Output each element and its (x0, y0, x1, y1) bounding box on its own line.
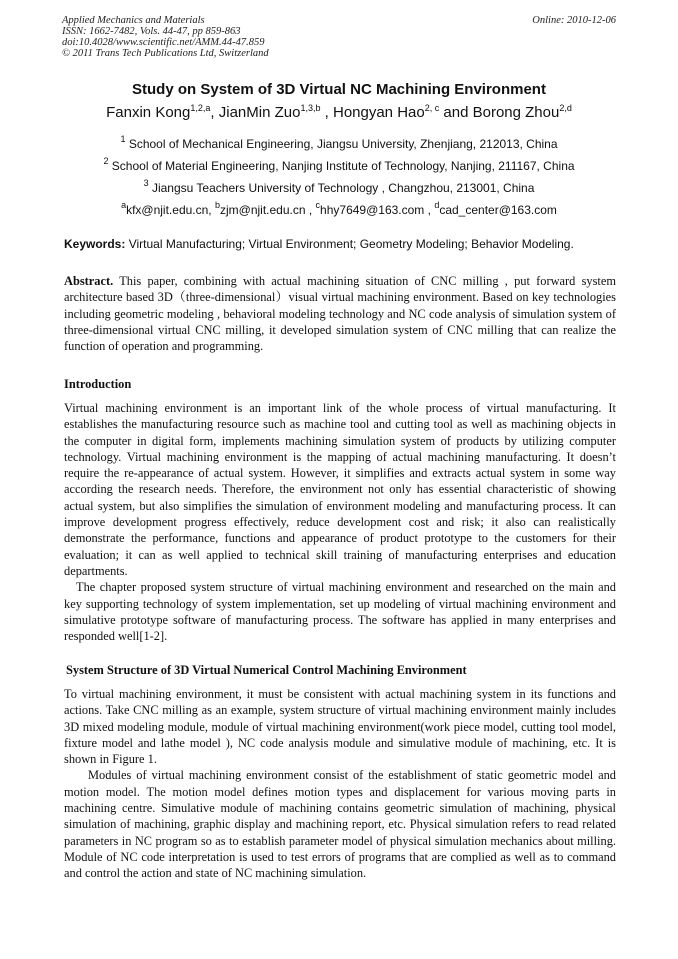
affiliation-mark: 3 (143, 178, 149, 188)
author-affil-mark: 2, c (424, 103, 440, 113)
keywords-text: Virtual Manufacturing; Virtual Environment; Geometry Modeling; Behavior Modeling. (125, 237, 574, 251)
journal-name: Applied Mechanics and Materials (62, 15, 205, 26)
abstract-text: This paper, combining with actual machining situation of CNC milling , put forward system architecture based 3D（three-dimensional）visual virtual machining environment. Based on key technologies including geometric modeling , behavioral modeling technology and NC code analysis of simulation system of three-dimensional virtual CNC milling, it developed simulation system of CNC milling that can realize the function of operation and programming. (64, 274, 616, 354)
author-list (0, 104, 678, 121)
system-structure-paragraph-1: To virtual machining environment, it must be consistent with actual machining system in its functions and actions. Take CNC milling as an example, system structure of virtual machining environment mainly includes 3D mixed modeling module, module of virtual machining environment(work piece model, cutting tool model, fixture model and lathe model ), NC code analysis module and simulative module of machining, etc. It is shown in Figure 1. (64, 687, 616, 767)
email-list (0, 200, 678, 217)
abstract (64, 273, 616, 354)
doi-line: doi:10.4028/www.scientific.net/AMM.44-47.859 (62, 37, 265, 48)
email-address: zjm@njit.edu.cn , (219, 203, 316, 217)
system-structure-heading: System Structure of 3D Virtual Numerical Control Machining Environment (66, 663, 467, 677)
email-mark: b (214, 200, 220, 210)
journal-header (62, 15, 616, 59)
copyright-line: © 2011 Trans Tech Publications Ltd, Switzerland (62, 48, 269, 59)
author-separator: , (210, 104, 219, 121)
author-name: JianMin Zuo (218, 104, 301, 121)
author-separator: and (439, 104, 473, 121)
affiliation-2 (0, 156, 678, 173)
affiliation-text: School of Mechanical Engineering, Jiangsu University, Zhenjiang, 212013, China (128, 137, 558, 151)
email-mark: c (315, 200, 321, 210)
introduction-paragraph-2: The chapter proposed system structure of virtual machining environment and researched on the main and key supporting technology of system implementation, set up modeling of virtual machining environment and simulative prototype software of manufacturing process. The software has applied in many enterprises and responded well[1-2]. (64, 580, 616, 644)
affiliation-mark: 2 (103, 156, 109, 166)
author-name: Hongyan Hao (332, 104, 425, 121)
affiliation-text: Jiangsu Teachers University of Technology , Changzhou, 213001, China (151, 181, 535, 195)
author-name: Fanxin Kong (106, 104, 191, 121)
email-address: cad_center@163.com (439, 203, 557, 217)
affiliation-1 (0, 134, 678, 151)
system-structure-paragraph-2: Modules of virtual machining environment consist of the establishment of static geometric model and motion model. The motion model defines motion types and displacement for various moving parts in machining centre. Simulative module of machining contains geometric simulation of machining, physical simulation of machining, graphic display and machining report, etc. Physical simulation refers to read related parameters in NC program so as to establish parameter model of physical simulation mechanics about milling. Module of NC code interpretation is used to test errors of programs that are complied as well as to command and control the action and state of NC machining simulation. (64, 768, 616, 881)
author-separator: , (320, 104, 333, 121)
email-address: hhy7649@163.com , (320, 203, 435, 217)
email-mark: d (434, 200, 440, 210)
author-name: Borong Zhou (472, 104, 560, 121)
introduction-heading: Introduction (64, 377, 132, 391)
affiliation-3 (0, 178, 678, 195)
introduction-body (64, 400, 616, 644)
email-address: kfx@njit.edu.cn, (126, 203, 215, 217)
abstract-label: Abstract. (64, 274, 114, 288)
issn-line: ISSN: 1662-7482, Vols. 44-47, pp 859-863 (62, 26, 241, 37)
author-affil-mark: 1,2,a (190, 103, 211, 113)
introduction-paragraph-1: Virtual machining environment is an important link of the whole process of virtual manufacturing. It establishes the manufacturing resource such as machine tool and cutting tool as well as machining objects in the computer in digital form, implements machining simulation system of products by utilizing computer technology. Virtual machining environment is the mapping of actual machining manufacturing. It doesn’t require the re-appearance of actual system. However, it simplifies and extracts actual system in some way according the research needs. Therefore, the environment not only has essential characteristic of showing actual system, but also simplifies the simulation of environment modeling and manufacturing process. It can improve development progress effectively, reduce development cost and risk; it also can realistically demonstrate the performance, functions and appearance of product prototype to the customers for their evaluation; it can as well applied to technical skill training of manufacturing enterprises and education departments. (64, 401, 616, 578)
email-mark: a (121, 200, 127, 210)
online-date: Online: 2010-12-06 (532, 15, 616, 26)
author-affil-mark: 2,d (559, 103, 572, 113)
author-affil-mark: 1,3,b (300, 103, 321, 113)
keywords-label: Keywords: (64, 237, 126, 251)
keywords (64, 237, 616, 251)
paper-title: Study on System of 3D Virtual NC Machining Environment (132, 81, 546, 98)
affiliation-text: School of Material Engineering, Nanjing Institute of Technology, Nanjing, 211167, China (111, 159, 575, 173)
affiliation-mark: 1 (120, 134, 126, 144)
system-structure-body (64, 686, 616, 882)
